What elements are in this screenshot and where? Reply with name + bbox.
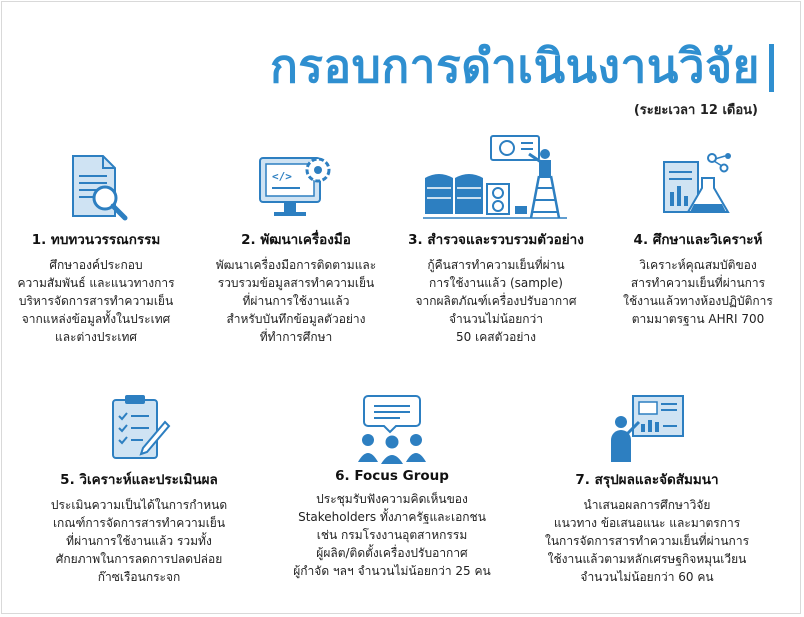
document-search-icon	[61, 150, 131, 224]
step-title: 3. สำรวจและรวบรวมตัวอย่าง	[408, 232, 584, 248]
presenter-board-icon	[607, 392, 687, 464]
duration-label: (ระยะเวลา 12 เดือน)	[633, 103, 758, 118]
step-title: 4. ศึกษาและวิเคราะห์	[633, 232, 763, 248]
step-3	[396, 132, 596, 346]
svg-text:</>: </>	[272, 170, 292, 183]
step-description: ประเมินความเป็นได้ในการกำหนด เกณฑ์การจัดการสารทำความเย็น ที่ผ่านการใช้งานแล้ว รวมทั้ง ศักยภาพในการลดการปลดปล่อย ก๊าซเรือนกระจก	[50, 498, 228, 584]
step-title: 1. ทบทวนวรรณกรรม	[31, 232, 161, 248]
technician-cooling-tower-icon	[421, 132, 571, 224]
monitor-code-gear-icon	[256, 150, 336, 224]
step-title: 7. สรุปผลและจัดสัมมนา	[575, 472, 719, 488]
step-6	[282, 392, 502, 580]
title-accent-bar	[769, 44, 774, 92]
lab-flask-report-icon	[658, 150, 738, 224]
step-description: พัฒนาเครื่องมือการติดตามและ รวบรวมข้อมูลสารทำความเย็น ที่ผ่านการใช้งานแล้ว สำหรับบันทึกข้อมูลตัวอย่าง ที่ทำการศึกษา	[215, 258, 377, 344]
step-title: 6. Focus Group	[335, 468, 449, 484]
clipboard-checklist-icon	[107, 392, 171, 464]
step-title: 5. วิเคราะห์และประเมินผล	[60, 472, 218, 488]
step-description: วิเคราะห์คุณสมบัติของ สารทำความเย็นที่ผ่านการ ใช้งานแล้วทางห้องปฏิบัติการ ตามมาตรฐาน AHRI 700	[623, 258, 773, 326]
step-4	[600, 150, 796, 328]
step-title: 2. พัฒนาเครื่องมือ	[241, 232, 351, 248]
step-description: ประชุมรับฟังความคิดเห็นของ Stakeholders ทั้งภาครัฐและเอกชน เช่น กรมโรงงานอุตสาหกรรม ผู้ผลิต/ติดตั้งเครื่องปรับอากาศ ผู้กำจัด ฯลฯ จำนวนไม่น้อยกว่า 25 คน	[293, 492, 491, 578]
group-discussion-icon	[352, 392, 432, 464]
step-description: กู้คืนสารทำความเย็นที่ผ่าน การใช้งานแล้ว (sample) จากผลิตภัณฑ์เครื่องปรับอากาศ จำนวนไม่น้อยกว่า 50 เคสตัวอย่าง	[415, 258, 577, 344]
step-7	[522, 392, 772, 586]
step-description: นำเสนอผลการศึกษาวิจัย แนวทาง ข้อเสนอแนะ และมาตรการ ในการจัดการสารทำความเย็นที่ผ่านการ ใช้งานแล้วตามหลักเศรษฐกิจหมุนเวียน จำนวนไม่น้อยกว่า 60 คน	[544, 498, 750, 584]
page-title: กรอบการดำเนินงานวิจัย	[269, 39, 760, 93]
step-5	[34, 392, 244, 586]
step-1	[6, 150, 186, 346]
step-2	[196, 150, 396, 346]
step-description: ศึกษาองค์ประกอบ ความสัมพันธ์ และแนวทางการ บริหารจัดการสารทำความเย็น จากแหล่งข้อมูลทั้งในประเทศ และต่างประเทศ	[17, 258, 175, 344]
